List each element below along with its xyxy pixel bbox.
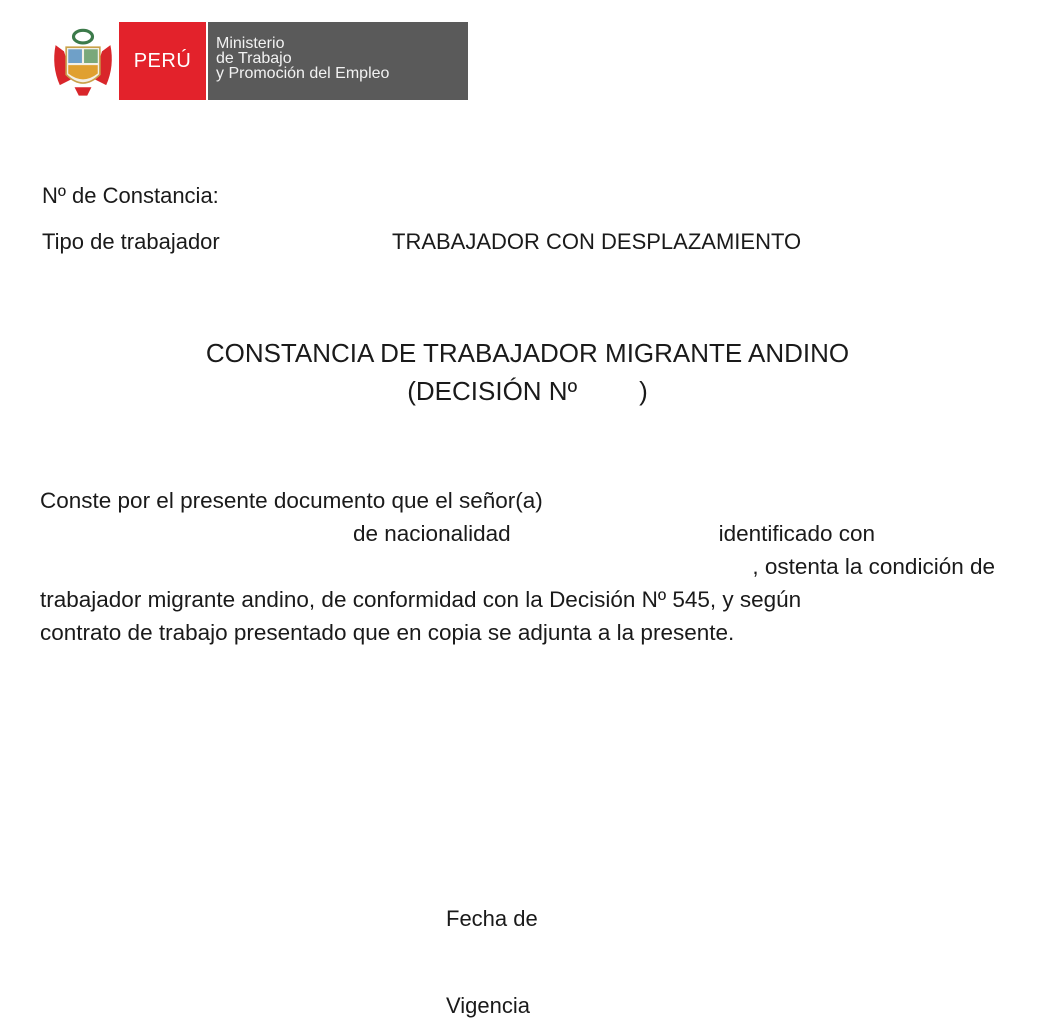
body-line-5: contrato de trabajo presentado que en copia se adjunta a la presente. xyxy=(40,620,735,645)
ministry-line-2: de Trabajo xyxy=(216,50,292,67)
decision-prefix: (DECISIÓN Nº xyxy=(407,376,578,406)
body-line-1: Conste por el presente documento que el señor(a) xyxy=(40,488,543,513)
document-title: CONSTANCIA DE TRABAJADOR MIGRANTE ANDINO xyxy=(205,338,850,368)
ministry-name xyxy=(208,22,468,100)
issue-date-label: Fecha de xyxy=(446,906,538,931)
name-blank xyxy=(40,517,353,550)
decision-line xyxy=(0,376,1055,407)
worker-type-label: Tipo de trabajador xyxy=(42,229,220,254)
decision-suffix: ) xyxy=(639,376,648,406)
ministry-line-3: y Promoción del Empleo xyxy=(216,65,390,82)
body-paragraph xyxy=(40,484,995,649)
worker-type-value: TRABAJADOR CON DESPLAZAMIENTO xyxy=(392,229,802,254)
ministry-line-1: Ministerio xyxy=(216,35,285,52)
body-line-3: , ostenta la condición de xyxy=(752,554,995,579)
body-line-2b: identificado con xyxy=(718,521,875,546)
nationality-blank xyxy=(511,517,719,550)
body-line-2a: de nacionalidad xyxy=(353,521,511,546)
peru-label: PERÚ xyxy=(119,22,206,100)
constancia-number-label: Nº de Constancia: xyxy=(42,183,219,208)
validity-label: Vigencia xyxy=(446,993,530,1018)
body-line-4: trabajador migrante andino, de conformidad con la Decisión Nº 545, y según xyxy=(40,587,802,612)
peru-coat-of-arms-icon xyxy=(48,24,118,102)
